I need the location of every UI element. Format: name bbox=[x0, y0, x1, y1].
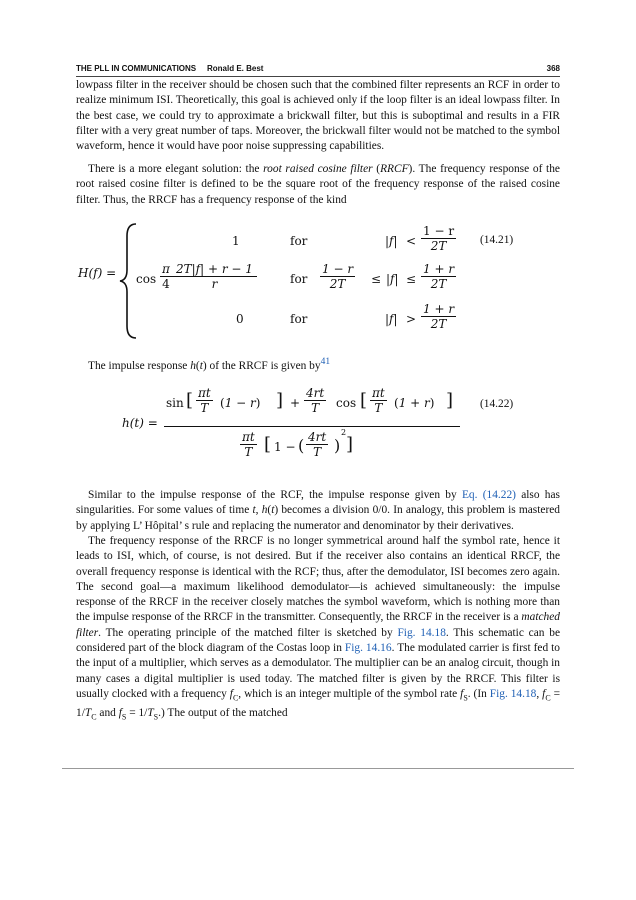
paragraph-2 bbox=[76, 162, 560, 208]
intro-h: h bbox=[190, 359, 196, 372]
eq22-pit-1-num: πt bbox=[198, 386, 211, 400]
eq22-sin: sin bbox=[166, 396, 184, 410]
p4-ts-t: T bbox=[147, 706, 154, 719]
eq22-lbracket2: [ bbox=[360, 390, 368, 411]
eq21-row2-le1: ≤ bbox=[371, 272, 382, 286]
intro-text-1: The impulse response bbox=[88, 359, 191, 372]
footer-rule bbox=[62, 768, 574, 769]
eq-14-22-link[interactable]: Eq. (14.22) bbox=[461, 489, 516, 501]
eq21-cos-frac bbox=[172, 262, 257, 291]
p3-t: t bbox=[252, 504, 256, 517]
p2-text-1: There is a more elegant solution: the bbox=[88, 163, 264, 175]
p4-fc-f: f bbox=[229, 687, 233, 700]
header-rule bbox=[76, 76, 560, 77]
p3-text-3: becomes a division 0/0. In analogy, this problem is mastered by applying L’ Hôpital’ s rule and replacing the numerator and denominator by their derivatives. bbox=[76, 504, 560, 532]
p3-t2: t bbox=[271, 504, 275, 517]
eq22-lbracket3: [ bbox=[264, 434, 272, 455]
eq21-row1-den: 2T bbox=[430, 239, 447, 253]
p3-comma: , bbox=[255, 504, 262, 517]
eq21-row1-bound bbox=[421, 224, 456, 253]
p4-fs2-sub: S bbox=[121, 711, 127, 721]
intro-text-2: of the RRCF is given by bbox=[206, 359, 321, 372]
p4-matched-filter: matched filter bbox=[76, 611, 560, 639]
running-header bbox=[76, 63, 560, 76]
p4-fs-sub: S bbox=[463, 693, 468, 703]
eq21-row2-upper-den: 2T bbox=[430, 277, 447, 291]
eq22-cos: cos bbox=[336, 396, 357, 410]
eq22-plus: + bbox=[290, 396, 301, 410]
eq21-row3-bound bbox=[421, 302, 456, 331]
p4-text-7: , bbox=[536, 687, 543, 700]
eq22-pit-3 bbox=[240, 430, 257, 459]
p4-ts-sub: S bbox=[153, 711, 159, 721]
eq22-pit-3-num: πt bbox=[242, 430, 255, 444]
eq21-row3-gt: > bbox=[406, 312, 417, 326]
p4-eq1: = 1/ bbox=[76, 687, 561, 719]
eq21-lhs: H(f) = bbox=[78, 266, 117, 280]
author-name: Ronald E. Best bbox=[207, 64, 264, 73]
book-title: THE PLL IN COMMUNICATIONS bbox=[76, 64, 197, 73]
eq21-cos-den: r bbox=[211, 277, 218, 291]
p4-fs-f: f bbox=[460, 687, 464, 700]
p4-fc2-sub: C bbox=[545, 693, 551, 703]
eq21-row3-den: 2T bbox=[430, 317, 447, 331]
eq21-row2-le2: ≤ bbox=[406, 272, 417, 286]
p4-text-6: . (In bbox=[467, 687, 490, 700]
eq21-row2-lower-den: 2T bbox=[329, 277, 346, 291]
eq21-row1-value: 1 bbox=[232, 234, 240, 248]
eq22-pit-2-num: πt bbox=[372, 386, 385, 400]
eq22-pit-1 bbox=[196, 386, 213, 415]
eq22-4rt-2-den: T bbox=[313, 445, 322, 459]
eq21-row1-num: 1 − r bbox=[423, 224, 455, 238]
p4-fc-sub: C bbox=[232, 693, 239, 703]
eq22-paren2: (1 + r) bbox=[394, 396, 435, 410]
eq22-pit-2-den: T bbox=[374, 401, 383, 415]
p3-text-1: Similar to the impulse response of the RCF, the impulse response given by bbox=[88, 489, 462, 501]
footnote-41-link[interactable]: 41 bbox=[320, 357, 331, 367]
p3-h: h bbox=[261, 504, 268, 517]
eq21-row2-upper bbox=[421, 262, 456, 291]
page-number: 368 bbox=[546, 64, 560, 73]
p2-term: root raised cosine filter bbox=[263, 163, 373, 175]
eq21-row3-for: for bbox=[290, 312, 308, 326]
p4-text-3: . This schematic can be considered part of the block diagram of the Costas loop in bbox=[76, 626, 560, 655]
p2-text-3: ). The frequency response of the root raised cosine filter is defined to be the square root of the frequency response of the raised cosine filter. Thus, the RRCF has a frequency response of the kind bbox=[76, 163, 560, 206]
eq21-row3-num: 1 + r bbox=[423, 302, 455, 316]
eq21-cos-num: 2T|f| + r − 1 bbox=[172, 262, 257, 277]
eq21-row1-for: for bbox=[290, 234, 308, 248]
eq21-row2-absf: |f| bbox=[386, 272, 399, 286]
impulse-intro: The impulse response h(t) of the RRCF is given $by^{41}$ bbox=[88, 357, 331, 372]
eq21-cos: cos bbox=[136, 272, 157, 286]
intro-t: t bbox=[199, 359, 203, 372]
eq21-row2-lower bbox=[320, 262, 355, 291]
eq21-pi: π bbox=[162, 262, 170, 276]
p4-text-8: .) The output of the matched bbox=[158, 706, 288, 719]
eq21-row3-value: 0 bbox=[236, 312, 244, 326]
eq22-square: 2 bbox=[341, 428, 347, 437]
p4-and: and bbox=[96, 706, 119, 719]
eq22-pit-2 bbox=[370, 386, 387, 415]
eq22-label: (14.22) bbox=[480, 398, 514, 410]
eq22-fraction-bar bbox=[164, 426, 460, 427]
eq22-one-plus-r: 1 + r bbox=[398, 396, 430, 410]
eq21-brace bbox=[118, 222, 138, 340]
eq22-lbracket1: [ bbox=[186, 390, 194, 411]
eq22-4rt-1 bbox=[304, 386, 326, 415]
eq22-pit-3-den: T bbox=[244, 445, 253, 459]
eq21-row3-absf: |f| bbox=[385, 312, 398, 326]
p4-eq2: = 1/ bbox=[126, 706, 148, 719]
p4-text-4: . The modulated carrier is first fed to the input of a multiplier, which serves as a demodulator. The multiplier can be an analog circuit, though in many cases a digital multiplier is used today. The matched filter is given by the RRCF. This filter is usually clocked with a frequency bbox=[76, 642, 560, 700]
p3-text-2: also has singularities. For some values of time bbox=[76, 489, 560, 517]
fig-14-18-link-2[interactable]: Fig. 14.18 bbox=[489, 687, 537, 700]
eq22-one-minus: 1 − bbox=[274, 440, 296, 454]
eq21-row2-upper-num: 1 + r bbox=[423, 262, 455, 276]
eq22-rbracket2: ] bbox=[446, 390, 454, 411]
eq21-row1-lt: < bbox=[406, 234, 417, 248]
eq22-paren3-close: ) bbox=[334, 436, 341, 455]
eq21-pi-over-4 bbox=[160, 262, 172, 291]
eq22-4rt-2 bbox=[306, 430, 328, 459]
eq22-paren1: (1 − r) bbox=[220, 396, 261, 410]
p4-fc2-f: f bbox=[542, 687, 546, 700]
eq22-4rt-2-num: 4rt bbox=[308, 430, 327, 444]
p4-text-1: The frequency response of the RRCF is no longer symmetrical around half the symbol rate, hence it leads to ISI, which, of course, is not desired. But if the receiver also contains an identical RRCF, the overall frequency response is identical with the RCF; thus, after the demodulator, ISI becomes zero again. The second goal—a maximum likelihood demodulator—is achieved simultaneously: the impulse response of the RRCF in the receiver closely matches the symbol waveform, which is nothing more than the impulse response of the RRCF in the transmitter. Consequently, the RRCF in the receiver is a bbox=[76, 535, 560, 624]
eq21-label: (14.21) bbox=[480, 234, 514, 246]
eq22-4rt-1-den: T bbox=[311, 401, 320, 415]
paragraph-4 bbox=[76, 534, 560, 724]
eq22-rbracket3: ] bbox=[346, 434, 354, 455]
eq22-pit-1-den: T bbox=[200, 401, 209, 415]
p2-text-2: ( bbox=[372, 163, 381, 175]
fig-14-16-link[interactable]: Fig. 14.16 bbox=[344, 642, 392, 655]
p2-abbr: RRCF bbox=[380, 163, 409, 175]
paragraph-3: Similar to the impulse response of the RCF, the impulse response given by Eq. (14.22) also has singularities. For some values of time t, h(t) becomes a division 0/0. In analogy, this problem is mastered by applying L’ Hôpital’ s rule and replacing the numerator and denominator by their derivatives. bbox=[76, 489, 560, 532]
eq22-one-minus-r: 1 − r bbox=[224, 396, 256, 410]
eq21-row2-lower-num: 1 − r bbox=[322, 262, 354, 276]
p4-text-5: , which is an integer multiple of the symbol rate bbox=[238, 687, 461, 700]
fig-14-18-link[interactable]: Fig. 14.18 bbox=[397, 626, 446, 639]
eq21-four: 4 bbox=[162, 277, 170, 291]
p4-tc-t: T bbox=[84, 706, 92, 719]
eq21-row1-absf: |f| bbox=[385, 234, 398, 248]
eq22-paren3: ( bbox=[298, 436, 305, 455]
eq21-row2-for: for bbox=[290, 272, 308, 286]
eq22-rbracket1: ] bbox=[276, 390, 284, 411]
eq22-4rt-1-num: 4rt bbox=[306, 386, 325, 400]
p4-text-2: . The operating principle of the matched filter is sketched by bbox=[98, 626, 398, 639]
paragraph-1: lowpass filter in the receiver should be chosen such that the combined filter represents an RCF in order to realize minimum ISI. Theoretically, this goal is achieved only if the loop filter is an ideal lowpass filter. In the best case, we could try to approximate a brickwall filter, but this is suboptimal and results in a FIR filter with a very great number of taps. Moreover, the brickwall filter would not be matched to the symbol waveform, hence it would have poor noise suppressing capabilities. bbox=[76, 79, 560, 153]
p4-tc-sub: C bbox=[91, 711, 97, 721]
eq22-lhs: h(t) = bbox=[122, 416, 158, 430]
p4-fs2-f: f bbox=[118, 706, 122, 719]
